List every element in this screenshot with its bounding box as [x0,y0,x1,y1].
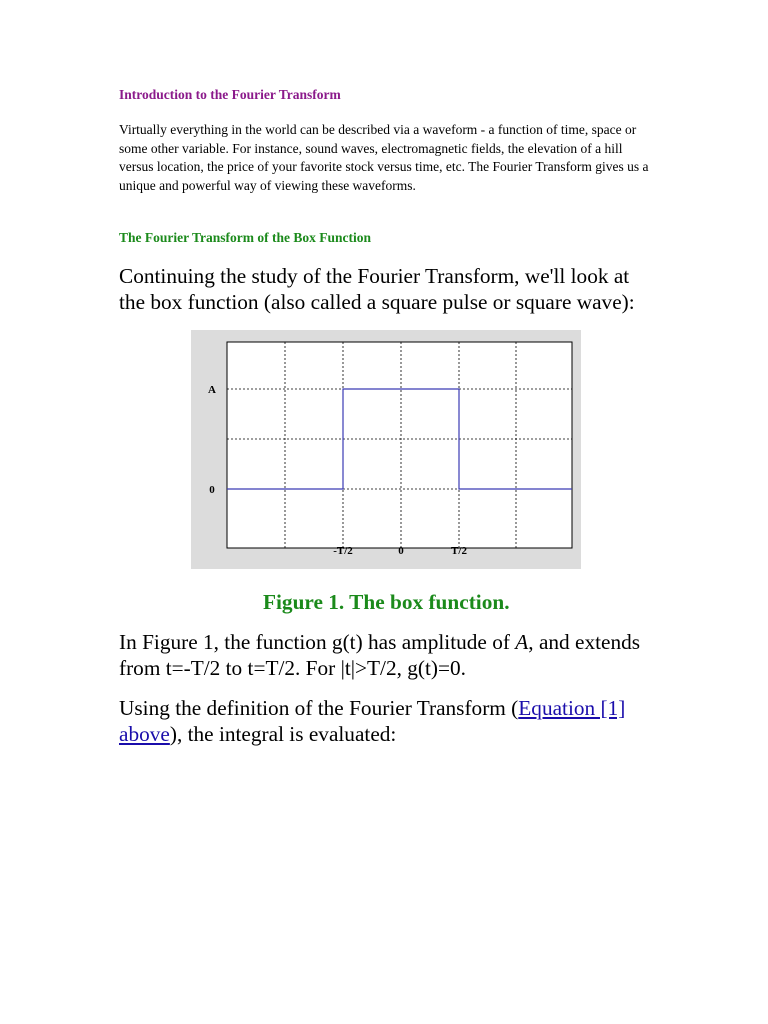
definition-paragraph [119,696,649,747]
definition-text-start: Using the definition of the Fourier Transform ( [119,696,519,720]
box-function-chart [191,330,581,569]
box-function-heading: The Fourier Transform of the Box Function [119,230,371,245]
box-function-figure [191,330,581,569]
x-tick-label: 0 [398,545,404,557]
figure-caption: Figure 1. The box function. [263,590,510,614]
y-tick-label: 0 [209,484,215,496]
y-tick-label: A [208,384,216,396]
amplitude-text-start: In Figure 1, the function g(t) has amplitude of [119,630,516,654]
amplitude-paragraph [119,630,649,681]
x-tick-label: T/2 [451,545,467,557]
intro-heading: Introduction to the Fourier Transform [119,87,341,102]
intro-paragraph: Virtually everything in the world can be described via a waveform - a function of time, space or some other variable. For instance, sound waves, electromagnetic fields, the elevation of a hill versus location, the price of your favorite stock versus time, etc. The Fourier Transform gives us a unique and powerful way of viewing these waveforms. [119,122,649,193]
box-intro-paragraph: Continuing the study of the Fourier Transform, we'll look at the box function (also called a square pulse or square wave): [119,264,635,314]
x-tick-label: -T/2 [333,545,353,557]
equation-link[interactable]: Equation [1] above [119,696,626,746]
definition-text-end: ), the integral is evaluated: [169,721,397,746]
amplitude-variable: A [515,630,529,654]
amplitude-text-end: , and extends from t=-T/2 to t=T/2. For |t|>T/2, g(t)=0. [119,630,641,680]
